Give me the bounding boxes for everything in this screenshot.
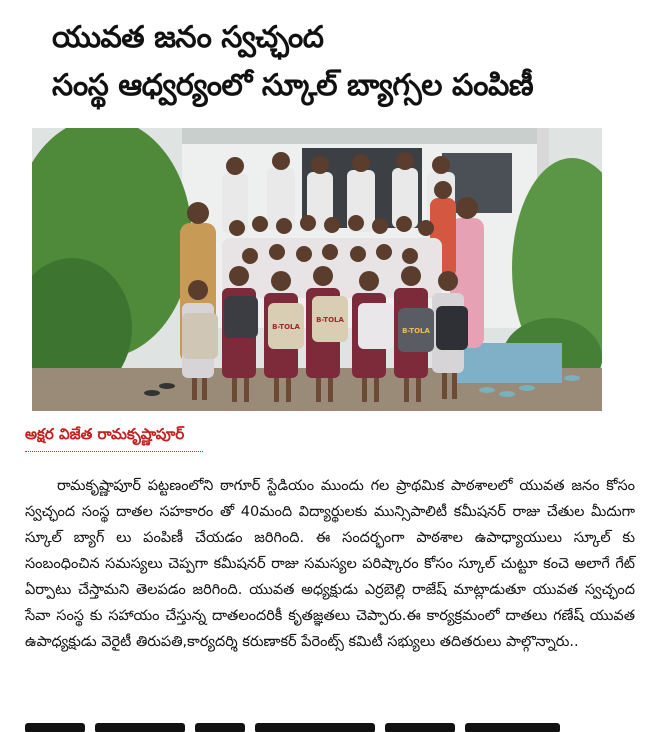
article-body: [25, 473, 635, 655]
bag-label: B-TOLA: [272, 323, 300, 331]
clipped-previous-text: [150, 0, 420, 6]
article-paragraph: రామకృష్ణాపూర్ పట్టణంలోని ఠాగూర్ స్టేడియం ముందు గల ప్రాథమిక పాఠశాలలో యువత జనం కోసం స్వచ్ఛంద సంస్థ దాతల సహకారం తో 40మంది విద్యార్థులకు మున్సిపాలిటీ కమీషనర్ రాజు చేతుల మీదుగా స్కూల్ బ్యాగ్ లు పంపిణీ చేయడం జరిగింది. ఈ సందర్భంగా పాఠశాల ఉపాధ్యాయులు స్కూల్ కు సంబంధించిన సమస్యలు చెప్పగా కమీషనర్ రాజు సమస్యల పరిష్కారం కోసం స్కూల్ చుట్టూ కంచె అలాగే గేట్ ఏర్పాటు చేస్తామని తెలపడం జరిగింది. యువత అధ్యక్షుడు ఎర్రబెల్లి రాజేష్ మాట్లాడుతూ యువత స్వచ్ఛంద సేవా సంస్థ కు సహాయం చేస్తున్న దాతలందరికీ కృతజ్ఞతలు చెప్పారు.ఈ కార్యక్రమంలో దాతలు గణేష్ యువత ఉపాధ్యక్షుడు వెరైటీ తిరుపతి,కార్యదర్శి కరుణాకర్ పేరెంట్స్ కమిటీ సభ్యులు తదితరులు పాల్గొన్నారు..: [25, 478, 635, 650]
clipped-next-text: [25, 718, 635, 732]
news-photo: [32, 128, 602, 411]
byline-underline: [25, 451, 203, 452]
headline-line-2: సంస్థ ఆధ్వర్యంలో స్కూల్ బ్యాగ్సల పంపిణీ: [52, 68, 534, 103]
bag-label: B-TOLA: [316, 316, 344, 324]
bag-label: B-TOLA: [402, 327, 430, 335]
byline: అక్షర విజేత రామకృష్ణాపూర్: [25, 425, 185, 443]
headline-line-1: యువత జనం స్వచ్ఛంద: [52, 20, 324, 55]
